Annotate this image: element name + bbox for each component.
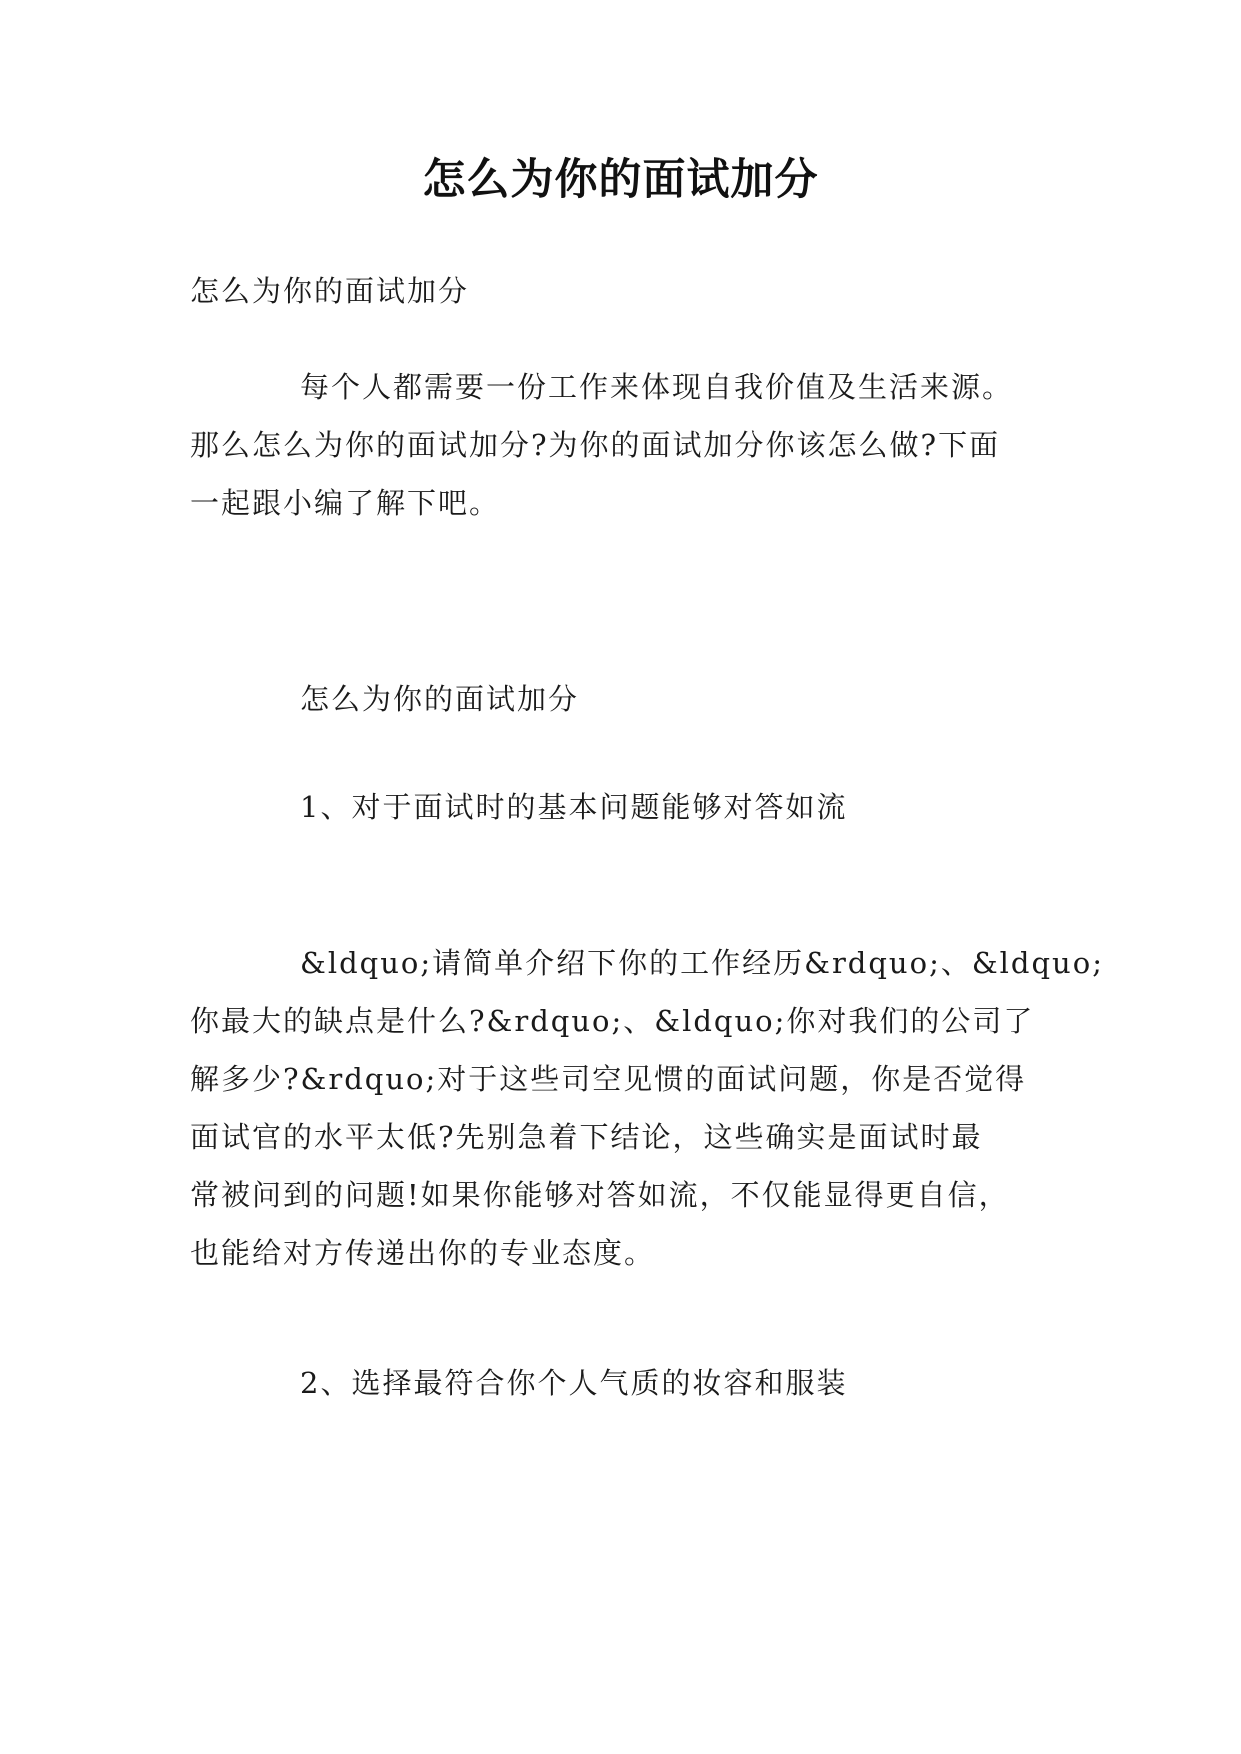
- section-heading: 怎么为你的面试加分: [300, 682, 580, 716]
- intro-paragraph: [190, 358, 1070, 532]
- point-1-line: 常被问到的问题!如果你能够对答如流，不仅能显得更自信，: [190, 1178, 1010, 1212]
- point-1-line: 面试官的水平太低?先别急着下结论，这些确实是面试时最: [190, 1120, 983, 1154]
- intro-line: 那么怎么为你的面试加分?为你的面试加分你该怎么做?下面: [190, 428, 1001, 462]
- point-2-heading: 2、选择最符合你个人气质的妆容和服装: [300, 1366, 848, 1400]
- point-1-line: 解多少?&rdquo;对于这些司空见惯的面试问题，你是否觉得: [190, 1062, 1027, 1096]
- point-1-heading: 1、对于面试时的基本问题能够对答如流: [300, 790, 848, 824]
- intro-line: 一起跟小编了解下吧。: [190, 486, 501, 520]
- point-1-line: 也能给对方传递出你的专业态度。: [190, 1236, 656, 1270]
- document-title: 怎么为你的面试加分: [422, 155, 819, 205]
- intro-line: 每个人都需要一份工作来体现自我价值及生活来源。: [300, 370, 1014, 404]
- document-subtitle: 怎么为你的面试加分: [190, 274, 470, 308]
- point-1-paragraph: [190, 934, 1104, 1282]
- point-1-line: &ldquo;请简单介绍下你的工作经历&rdquo;、&ldquo;: [300, 946, 1104, 980]
- point-1-line: 你最大的缺点是什么?&rdquo;、&ldquo;你对我们的公司了: [190, 1004, 1035, 1038]
